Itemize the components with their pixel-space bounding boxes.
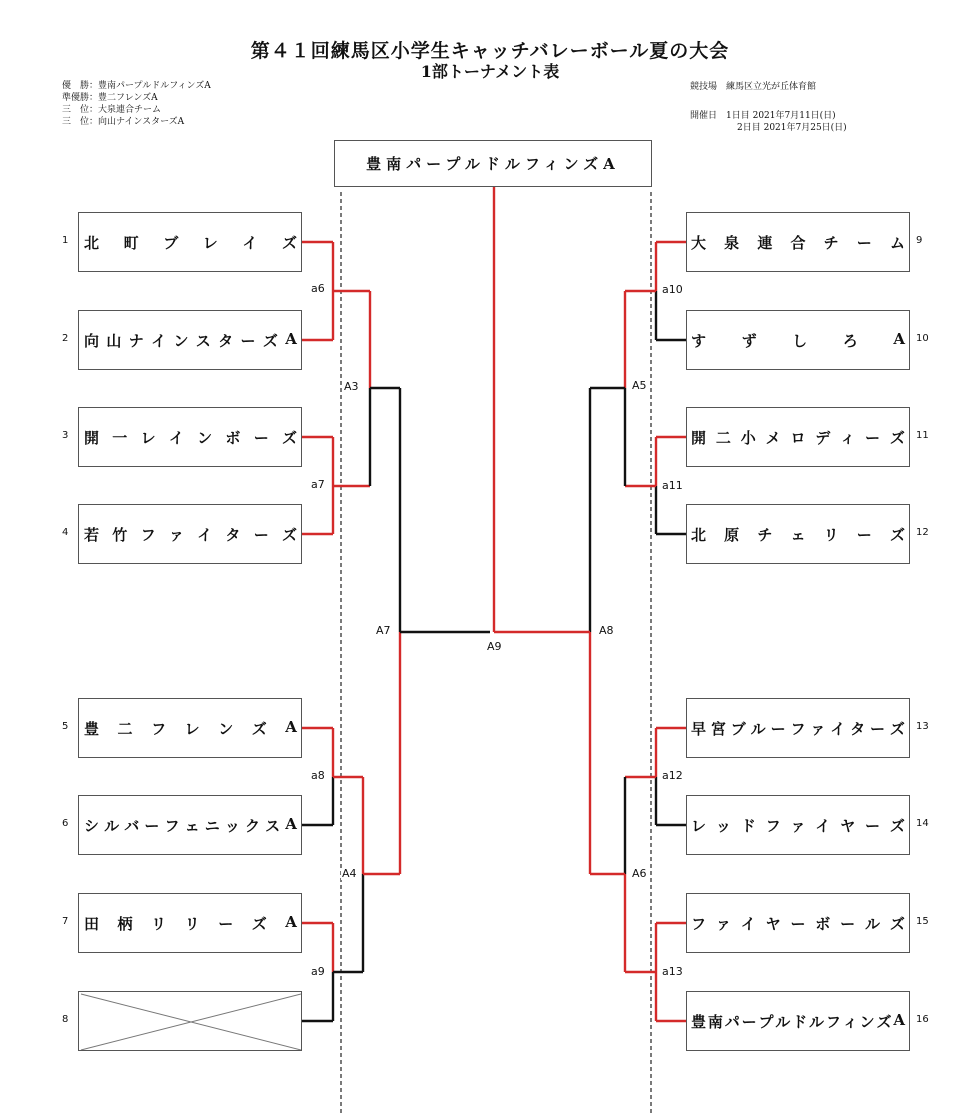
match-label-a6: a6 [311, 282, 325, 295]
team-name-char: ー [144, 816, 160, 835]
seed-number-14: 14 [916, 818, 929, 829]
team-name [691, 427, 909, 448]
team-name-char: A [893, 1010, 905, 1029]
team-name-char: ず [741, 331, 757, 350]
team-box-3 [78, 407, 302, 467]
team-name-char: ー [856, 233, 872, 252]
team-name-char: レ [184, 719, 200, 738]
team-name-char: ッ [224, 816, 240, 835]
team-name-char: ン [859, 1012, 875, 1031]
seed-number-15: 15 [916, 916, 929, 927]
team-name-char: ズ [251, 914, 267, 933]
tournament-subtitle: 1部トーナメント表 [420, 62, 560, 81]
team-box-11 [686, 407, 910, 467]
team-name-char: パ [724, 1012, 740, 1031]
team-name [84, 815, 301, 836]
team-name-char: 大 [691, 233, 707, 252]
team-name-char: ー [240, 331, 256, 350]
team-box-5 [78, 698, 302, 758]
match-label-A7: A7 [376, 624, 391, 637]
team-name-char: 南 [707, 1012, 723, 1031]
team-name-char: 開 [84, 428, 100, 447]
team-name-char: ズ [889, 428, 905, 447]
team-name-char: ズ [889, 816, 905, 835]
team-name-char: ー [840, 914, 856, 933]
result-winner: 優 勝：豊南パープルドルフィンズA [62, 81, 211, 91]
match-label-A9: A9 [487, 640, 502, 653]
team-name-char: シ [84, 816, 100, 835]
team-name-char: 宮 [710, 719, 726, 738]
team-name-char: イ [168, 428, 184, 447]
match-label-A3: A3 [344, 380, 359, 393]
date-day2: 2日目 2021年7月25日(日) [737, 123, 847, 133]
team-name-char: ッ [715, 816, 731, 835]
team-name-char: ィ [840, 428, 856, 447]
team-name-char: 北 [691, 525, 707, 544]
seed-number-16: 16 [916, 1014, 929, 1025]
team-name-char: ズ [889, 914, 905, 933]
team-name-char: A [285, 814, 297, 833]
team-name-char: ー [218, 914, 234, 933]
team-name-char: ー [856, 525, 872, 544]
team-name-char: 竹 [112, 525, 128, 544]
team-name-char: イ [242, 233, 258, 252]
team-name-char: ル [750, 719, 766, 738]
team-name [691, 330, 909, 351]
team-name [84, 232, 301, 253]
team-name-char: ル [775, 1012, 791, 1031]
team-name-char: A [285, 329, 297, 348]
match-label-A4: A4 [342, 867, 357, 880]
team-name-char: デ [815, 428, 831, 447]
team-name-char: フ [691, 914, 707, 933]
team-name-char: ズ [281, 428, 297, 447]
team-box-1 [78, 212, 302, 272]
team-name-char: タ [218, 331, 234, 350]
team-name-char: 向 [84, 331, 100, 350]
team-name-char: ス [195, 331, 211, 350]
team-name-char: し [792, 331, 808, 350]
team-name-char: 町 [123, 233, 139, 252]
team-box-6 [78, 795, 302, 855]
team-name [84, 330, 301, 351]
team-name-char: イ [740, 914, 756, 933]
team-name-char: ー [790, 914, 806, 933]
team-name-char: A [285, 717, 297, 736]
team-name-char: ズ [281, 525, 297, 544]
team-box-13 [686, 698, 910, 758]
team-name-char: ル [865, 914, 881, 933]
team-name-char: 北 [84, 233, 100, 252]
team-name-char: ー [865, 816, 881, 835]
result-runner-up: 準優勝：豊二フレンズA [62, 93, 158, 103]
team-name [84, 427, 301, 448]
seed-number-1: 1 [62, 235, 69, 246]
team-name-char: プ [758, 1012, 774, 1031]
seed-number-9: 9 [916, 235, 923, 246]
team-name-char: フ [765, 816, 781, 835]
team-name-char: 豊 [84, 719, 100, 738]
seed-number-6: 6 [62, 818, 69, 829]
date-day1: 開催日 1日目 2021年7月11日(日) [690, 111, 836, 121]
team-name-char: ク [245, 816, 261, 835]
team-name-char: ァ [810, 719, 826, 738]
team-name [691, 524, 909, 545]
team-box-7 [78, 893, 302, 953]
team-name-char: ァ [168, 525, 184, 544]
seed-number-12: 12 [916, 527, 929, 538]
team-name-char: ズ [251, 719, 267, 738]
seed-number-11: 11 [916, 430, 929, 441]
team-name-char: 原 [724, 525, 740, 544]
seed-number-8: 8 [62, 1014, 69, 1025]
team-name-char: 泉 [724, 233, 740, 252]
team-name-char: フ [790, 719, 806, 738]
team-name-char: リ [151, 914, 167, 933]
team-box-16 [686, 991, 910, 1051]
team-name [691, 1011, 909, 1032]
team-name-char: 二 [715, 428, 731, 447]
venue-text: 競技場 練馬区立光が丘体育館 [690, 82, 817, 92]
team-name-char: ァ [715, 914, 731, 933]
team-name-char: ィ [842, 1012, 858, 1031]
team-name-char: ヤ [765, 914, 781, 933]
team-box-15 [686, 893, 910, 953]
team-name-char: す [691, 331, 707, 350]
team-name-char: ー [865, 428, 881, 447]
team-box-4 [78, 504, 302, 564]
team-name-char: ル [809, 1012, 825, 1031]
team-name-char: ム [889, 233, 905, 252]
team-box-empty-8 [78, 991, 302, 1051]
team-name-char: ヤ [840, 816, 856, 835]
team-name-char: チ [757, 525, 773, 544]
team-name-char: ロ [790, 428, 806, 447]
team-name-char: ー [253, 525, 269, 544]
match-label-a12: a12 [662, 769, 683, 782]
team-name-char: チ [823, 233, 839, 252]
seed-number-10: 10 [916, 333, 929, 344]
result-third-2: 三 位：向山ナインスターズA [62, 117, 185, 127]
team-name-char: バ [124, 816, 140, 835]
team-name-char: ナ [128, 331, 144, 350]
match-label-a7: a7 [311, 478, 325, 491]
team-name-char: タ [850, 719, 866, 738]
team-name-char: ブ [730, 719, 746, 738]
team-name-char: 早 [691, 719, 707, 738]
match-label-a13: a13 [662, 965, 683, 978]
team-name-char: 合 [790, 233, 806, 252]
team-name-char: ェ [184, 816, 200, 835]
team-name-char: A [285, 912, 297, 931]
team-name-char: ズ [281, 233, 297, 252]
team-name-char: ー [253, 428, 269, 447]
team-name [691, 815, 909, 836]
team-name-char: フ [151, 719, 167, 738]
team-name-char: A [893, 329, 905, 348]
team-name-char: ド [792, 1012, 808, 1031]
match-label-A5: A5 [632, 379, 647, 392]
result-third-1: 三 位：大泉連合チーム [62, 105, 162, 115]
seed-number-13: 13 [916, 721, 929, 732]
team-name-char: レ [202, 233, 218, 252]
match-label-a9: a9 [311, 965, 325, 978]
match-label-A6: A6 [632, 867, 647, 880]
team-name-char: 小 [740, 428, 756, 447]
team-name-char: ン [218, 719, 234, 738]
team-name-char: ル [104, 816, 120, 835]
team-name-char: 二 [117, 719, 133, 738]
team-name [691, 718, 909, 739]
team-name-char: 連 [757, 233, 773, 252]
team-name-char: タ [225, 525, 241, 544]
team-name-char: 若 [84, 525, 100, 544]
team-name-char: 開 [691, 428, 707, 447]
seed-number-4: 4 [62, 527, 69, 538]
team-name-char: ズ [262, 331, 278, 350]
team-name [84, 718, 301, 739]
match-label-A8: A8 [599, 624, 614, 637]
team-name [691, 232, 909, 253]
team-name-char: リ [184, 914, 200, 933]
team-name-char: 田 [84, 914, 100, 933]
team-name-char: ン [197, 428, 213, 447]
seed-number-7: 7 [62, 916, 69, 927]
team-name-char: 柄 [117, 914, 133, 933]
team-name-char: ズ [889, 719, 905, 738]
team-name-char: ブ [163, 233, 179, 252]
team-name-char: ー [870, 719, 886, 738]
match-label-a8: a8 [311, 769, 325, 782]
team-name-char: レ [691, 816, 707, 835]
team-name-char: ボ [815, 914, 831, 933]
team-box-2 [78, 310, 302, 370]
match-label-a11: a11 [662, 479, 683, 492]
team-name-char: イ [830, 719, 846, 738]
team-name-char: ス [265, 816, 281, 835]
match-label-a10: a10 [662, 283, 683, 296]
team-name-char: レ [140, 428, 156, 447]
team-name-char: メ [765, 428, 781, 447]
team-box-12 [686, 504, 910, 564]
empty-slot-cross [79, 992, 302, 1051]
team-name-char: ボ [225, 428, 241, 447]
team-name-char: イ [197, 525, 213, 544]
team-name-char: ド [740, 816, 756, 835]
team-name-char: 豊 [691, 1012, 707, 1031]
team-name-char: ズ [889, 525, 905, 544]
team-name-char: ろ [842, 331, 858, 350]
team-name-char: ェ [790, 525, 806, 544]
team-name [691, 913, 909, 934]
team-name [84, 913, 301, 934]
seed-number-2: 2 [62, 333, 69, 344]
team-name-char: イ [151, 331, 167, 350]
seed-number-3: 3 [62, 430, 69, 441]
team-name-char: ー [741, 1012, 757, 1031]
team-name-char: ー [770, 719, 786, 738]
team-name-char: イ [815, 816, 831, 835]
team-name-char: ニ [204, 816, 220, 835]
team-name-char: 一 [112, 428, 128, 447]
team-name-char: フ [825, 1012, 841, 1031]
seed-number-5: 5 [62, 721, 69, 732]
team-name [84, 524, 301, 545]
team-box-10 [686, 310, 910, 370]
team-name-char: ズ [876, 1012, 892, 1031]
team-name-char: 山 [106, 331, 122, 350]
champion-box: 豊南パープルドルフィンズA [334, 140, 652, 187]
team-box-14 [686, 795, 910, 855]
team-name-char: ァ [790, 816, 806, 835]
team-name-char: リ [823, 525, 839, 544]
team-name-char: フ [164, 816, 180, 835]
tournament-title: 第４１回練馬区小学生キャッチバレーボール夏の大会 [250, 40, 730, 62]
team-name-char: フ [140, 525, 156, 544]
team-name-char: ン [173, 331, 189, 350]
team-box-9 [686, 212, 910, 272]
